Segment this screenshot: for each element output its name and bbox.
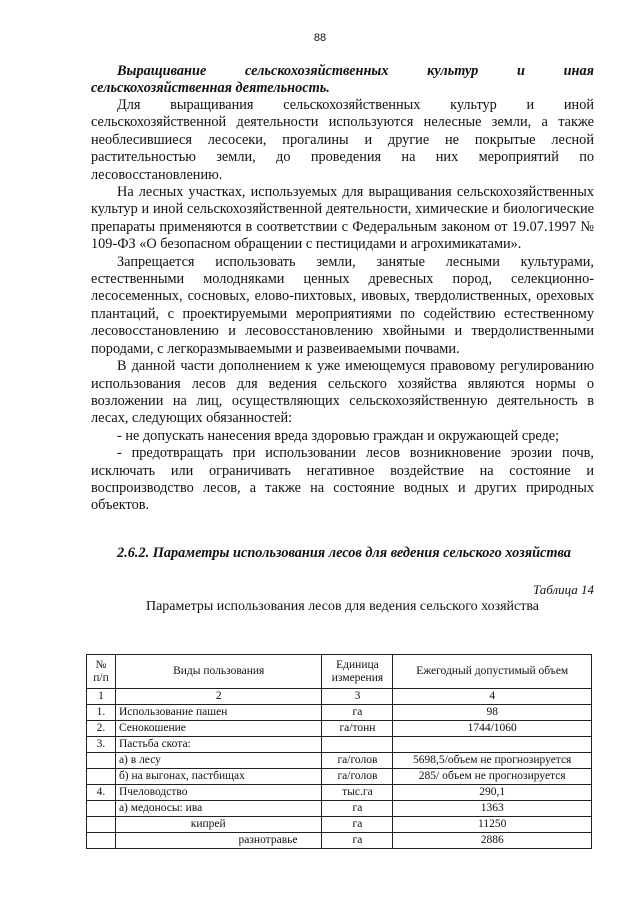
- subsection-heading-line2: сельскохозяйственная деятельность.: [91, 80, 330, 96]
- cell-volume: 98: [393, 705, 592, 721]
- cell-num: 3.: [87, 737, 116, 753]
- bullet-2: - предотвращать при использовании лесов возникновение эрозии почв, исключать или ограничивать негативное воздействие на состояние и воспроизводство лесов, а также на состояние водных и других природных объектов.: [91, 445, 594, 514]
- cell-kind: Сенокошение: [115, 721, 322, 737]
- table-title: Параметры использования лесов для ведения сельского хозяйства: [145, 598, 539, 614]
- cell-unit: га: [322, 705, 393, 721]
- table-row: [87, 833, 592, 849]
- cell-volume: 290,1: [393, 785, 592, 801]
- table-label: Таблица 14: [532, 581, 594, 597]
- cell-unit: га: [322, 817, 393, 833]
- header-volume: Ежегодный допустимый объем: [393, 655, 592, 689]
- cell-kind: а) медоносы: ива: [115, 801, 322, 817]
- table-row: [87, 737, 592, 753]
- table-row: [87, 817, 592, 833]
- column-number: 3: [322, 689, 393, 705]
- cell-unit: тыс.га: [322, 785, 393, 801]
- table-row: [87, 801, 592, 817]
- header-kind: Виды пользования: [115, 655, 322, 689]
- cell-unit: га: [322, 801, 393, 817]
- table-row: [87, 705, 592, 721]
- header-unit: Единица измерения: [322, 655, 393, 689]
- cell-volume: 11250: [393, 817, 592, 833]
- section-heading: 2.6.2. Параметры использования лесов для ведения сельского хозяйства: [117, 544, 571, 561]
- column-number: 4: [393, 689, 592, 705]
- bullet-1: - не допускать нанесения вреда здоровью граждан и окружающей среде;: [117, 427, 560, 444]
- cell-kind: Пчеловодство: [115, 785, 322, 801]
- table-header-row: [87, 655, 592, 689]
- header-num: № п/п: [87, 655, 116, 689]
- table-row: [87, 785, 592, 801]
- subsection-heading-line1: Выращивание сельскохозяйственных культур и иная: [117, 63, 594, 79]
- cell-kind: кипрей: [115, 817, 322, 833]
- cell-num: [87, 833, 116, 849]
- cell-volume: 1363: [393, 801, 592, 817]
- cell-unit: га/голов: [322, 753, 393, 769]
- parameters-table: [86, 654, 592, 849]
- paragraph-1: Для выращивания сельскохозяйственных культур и иной сельскохозяйственной деятельности используются нелесные земли, а также необлесившиеся лесосеки, прогалины и другие не покрытые лесной растительностью земли, до проведения на них мероприятий по лесовосстановлению.: [91, 97, 594, 183]
- table-row: [87, 769, 592, 785]
- cell-num: [87, 801, 116, 817]
- cell-volume: 1744/1060: [393, 721, 592, 737]
- cell-volume: 2886: [393, 833, 592, 849]
- cell-kind: разнотравье: [115, 833, 322, 849]
- page-number: 88: [313, 32, 327, 44]
- cell-kind: а) в лесу: [115, 753, 322, 769]
- cell-num: 1.: [87, 705, 116, 721]
- cell-unit: га/тонн: [322, 721, 393, 737]
- table-column-number-row: [87, 689, 592, 705]
- cell-kind: Использование пашен: [115, 705, 322, 721]
- cell-num: [87, 817, 116, 833]
- cell-unit: га/голов: [322, 769, 393, 785]
- cell-volume: 285/ объем не прогнозируется: [393, 769, 592, 785]
- cell-kind: б) на выгонах, пастбищах: [115, 769, 322, 785]
- cell-kind: Пастьба скота:: [115, 737, 322, 753]
- subsection-heading: [91, 63, 594, 97]
- column-number: 2: [115, 689, 322, 705]
- cell-num: [87, 769, 116, 785]
- cell-volume: [393, 737, 592, 753]
- table-row: [87, 721, 592, 737]
- column-number: 1: [87, 689, 116, 705]
- cell-unit: га: [322, 833, 393, 849]
- cell-unit: [322, 737, 393, 753]
- paragraph-3: Запрещается использовать земли, занятые лесными культурами, естественными молодняками ценных древесных пород, селекционно-лесосеменных, сосновых, елово-пихтовых, ивовых, твердолиственных, ореховых плантаций, с проектируемыми мероприятиями по содействию естественному лесовосстановлению и лесовосстановлению хвойными и твердолиственными породами, с легкоразмываемыми и развеиваемыми почвами.: [91, 253, 594, 357]
- cell-num: [87, 753, 116, 769]
- table-row: [87, 753, 592, 769]
- cell-num: 4.: [87, 785, 116, 801]
- cell-num: 2.: [87, 721, 116, 737]
- paragraph-4: В данной части дополнением к уже имеющемуся правовому регулированию использования лесов для ведения сельского хозяйства являются нормы о возложении на лиц, осуществляющих сельскохозяйственную деятельность в лесах, следующих обязанностей:: [91, 358, 594, 427]
- cell-volume: 5698,5/объем не прогнозируется: [393, 753, 592, 769]
- paragraph-2: На лесных участках, используемых для выращивания сельскохозяйственных культур и иной сельскохозяйственной деятельности, химические и биологические препараты применяются в соответствии с Федеральным законом от 19.07.1997 № 109-ФЗ «О безопасном обращении с пестицидами и агрохимикатами».: [91, 184, 594, 253]
- page-content: [91, 63, 594, 616]
